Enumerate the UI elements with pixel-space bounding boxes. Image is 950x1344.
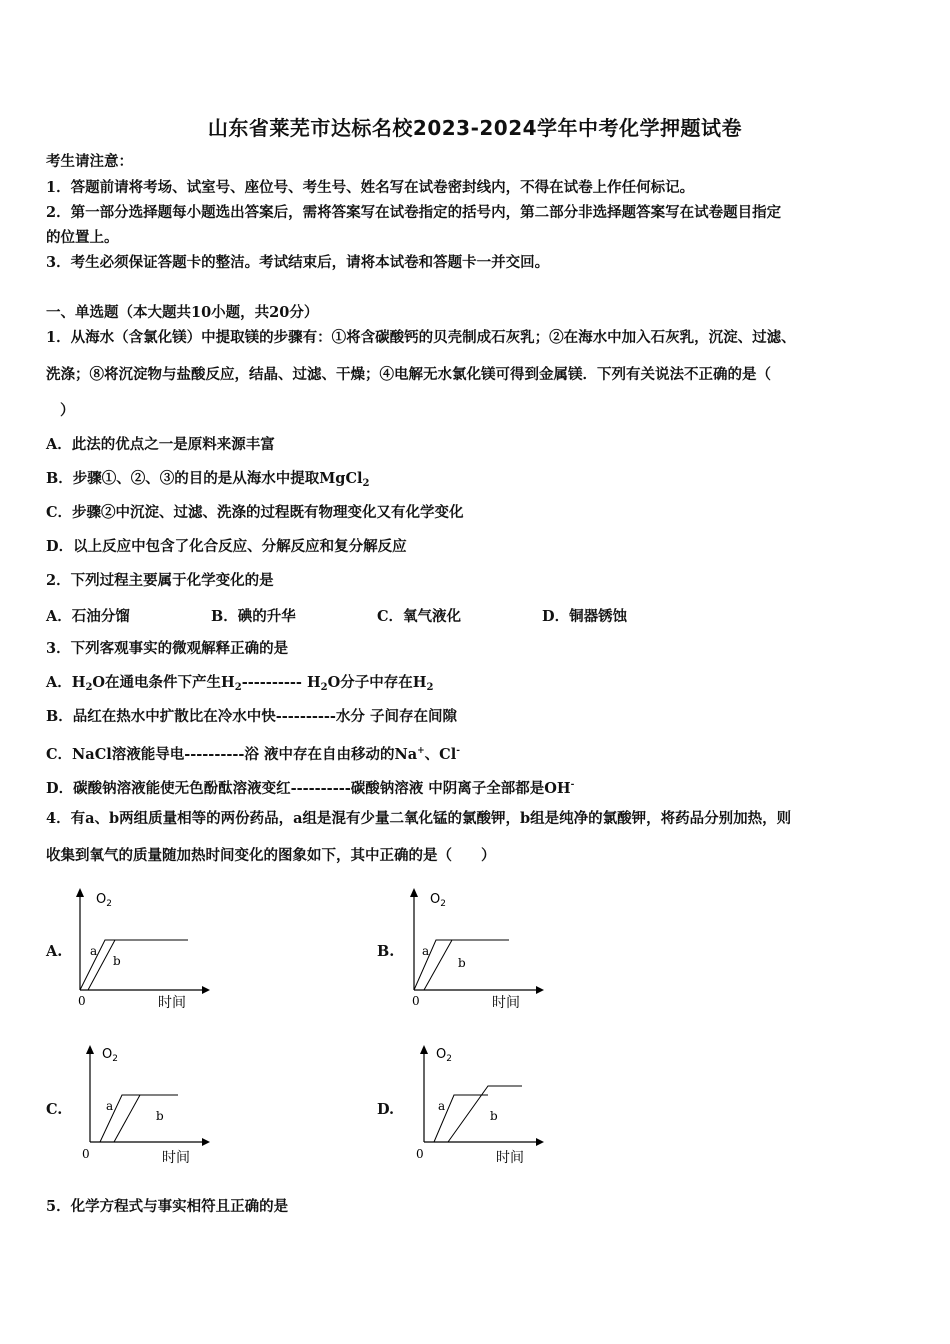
q4-graph-d-ylabel: $O_2$	[436, 1047, 452, 1064]
q3-option-b: B．品红在热水中扩散比在冷水中快----------水分 子间存在间隙	[46, 708, 457, 725]
q4-graph-a-ylabel: $O_2$	[96, 892, 112, 909]
q3-option-c: C．NaCl溶液能导电----------浴 液中存在自由移动的Na+、Cl-	[46, 746, 460, 763]
notice-heading: 考生请注意：	[46, 153, 133, 170]
q4-graph-b	[404, 885, 544, 1015]
q2-option-a: A．石油分馏	[46, 608, 130, 625]
q3-option-a: A．$H_2O$在通电条件下产生$H_2----------$ $H_2O$分子中存在$H_2$	[46, 674, 434, 693]
q4-graph-d-curve-b: b	[490, 1109, 498, 1123]
q4-graph-c-xlabel: 时间	[162, 1150, 190, 1166]
q4-graph-b-xlabel: 时间	[492, 995, 520, 1011]
q4-graph-d-curve-a: a	[438, 1099, 446, 1113]
q4-graph-c-label: C.	[46, 1101, 63, 1118]
q4-graph-c-curve-b: b	[156, 1109, 164, 1123]
q4-graph-b-curve-a: a	[422, 944, 430, 958]
q4-graph-d-label: D.	[377, 1101, 395, 1118]
q1-option-a: A．此法的优点之一是原料来源丰富	[46, 436, 275, 453]
notice-item-2: 2．第一部分选择题每小题选出答案后，需将答案写在试卷指定的括号内，第二部分非选择题答案写在试卷题目指定	[46, 204, 782, 221]
q2-option-b: B．碘的升华	[211, 608, 296, 625]
q1-stem-line1: 1．从海水（含氯化镁）中提取镁的步骤有：①将含碳酸钙的贝壳制成石灰乳；②在海水中加入石灰乳，沉淀、过滤、	[46, 329, 796, 346]
q1-stem-line3: ）	[60, 402, 75, 419]
q3-stem: 3．下列客观事实的微观解释正确的是	[46, 640, 289, 657]
q1-stem-line2: 洗涤；⑧将沉淀物与盐酸反应，结晶、过滤、干燥；④电解无水氯化镁可得到金属镁．下列有关说法不正确的是（	[46, 366, 771, 383]
q4-graph-d	[412, 1040, 552, 1170]
notice-item-1: 1．答题前请将考场、试室号、座位号、考生号、姓名写在试卷密封线内，不得在试卷上作任何标记。	[46, 179, 695, 196]
q4-graph-c-origin: 0	[82, 1147, 90, 1161]
q4-graph-d-origin: 0	[416, 1147, 424, 1161]
q4-graph-b-origin: 0	[412, 994, 420, 1008]
q4-stem-line1: 4．有a、b两组质量相等的两份药品，a组是混有少量二氧化锰的氯酸钾，b组是纯净的氯酸钾，将药品分别加热，则	[46, 810, 792, 827]
q1-option-b: B．步骤①、②、③的目的是从海水中提取MgCl$_2$	[46, 470, 370, 489]
q4-graph-a-curve-b: b	[113, 954, 121, 968]
q4-graph-a-curve-a: a	[90, 944, 98, 958]
q3-option-d: D．碳酸钠溶液能使无色酚酞溶液变红----------碳酸钠溶液 中阴离子全部都是OH-	[46, 780, 575, 797]
q1-option-d: D．以上反应中包含了化合反应、分解反应和复分解反应	[46, 538, 407, 555]
q4-graph-c	[78, 1040, 218, 1170]
q4-graph-c-curve-a: a	[106, 1099, 114, 1113]
q4-graph-b-label: B.	[377, 943, 395, 960]
q4-graph-c-ylabel: $O_2$	[102, 1047, 118, 1064]
q4-graph-b-ylabel: $O_2$	[430, 892, 446, 909]
page-title: 山东省莱芜市达标名校2023-2024学年中考化学押题试卷	[207, 116, 743, 140]
notice-item-2-cont: 的位置上。	[46, 229, 119, 246]
q2-stem: 2．下列过程主要属于化学变化的是	[46, 572, 274, 589]
q2-option-c: C．氧气液化	[377, 608, 462, 625]
q4-graph-b-curve-b: b	[458, 956, 466, 970]
q1-option-c: C．步骤②中沉淀、过滤、洗涤的过程既有物理变化又有化学变化	[46, 504, 464, 521]
section-heading: 一、单选题（本大题共10小题，共20分）	[46, 304, 319, 321]
q4-graph-a	[70, 885, 210, 1015]
q4-stem-line2: 收集到氧气的质量随加热时间变化的图象如下，其中正确的是（ ）	[46, 847, 496, 864]
q5-stem: 5．化学方程式与事实相符且正确的是	[46, 1198, 289, 1215]
q4-graph-d-xlabel: 时间	[496, 1150, 524, 1166]
q4-graph-a-origin: 0	[78, 994, 86, 1008]
notice-item-3: 3．考生必须保证答题卡的整洁。考试结束后，请将本试卷和答题卡一并交回。	[46, 254, 550, 271]
q2-option-d: D．铜器锈蚀	[542, 608, 628, 625]
q4-graph-a-label: A.	[46, 943, 63, 960]
q4-graph-a-xlabel: 时间	[158, 995, 186, 1011]
